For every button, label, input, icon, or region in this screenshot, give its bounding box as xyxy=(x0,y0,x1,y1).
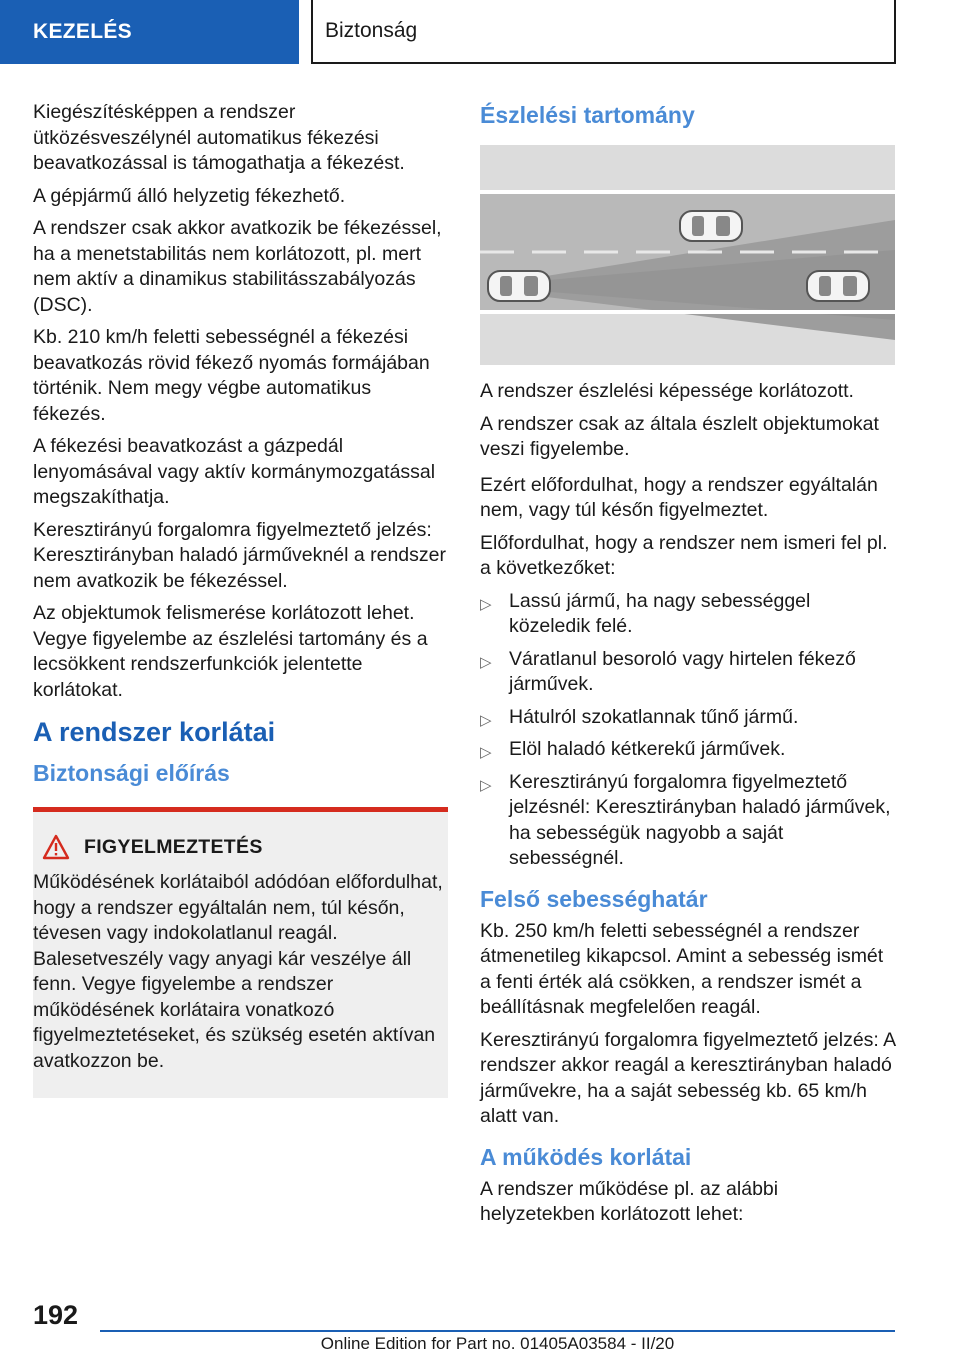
bullet-list xyxy=(480,589,896,872)
triangle-bullet-icon: ▷ xyxy=(480,595,492,613)
paragraph: Kb. 250 km/h feletti sebességnél a rendszer átmenetileg kikapcsol. Amint a sebesség ismét a fenti érték alá csökken, a rendszer ismét a beállításnak megfelelően reagál. xyxy=(480,919,884,1018)
list-item: ▷ Váratlanul besoroló vagy hirtelen fékező járművek. xyxy=(480,647,856,695)
warning-text: Működésének korlátaiból adódóan előfordulhat, hogy a rendszer egyáltalán nem, túl későn, tévesen vagy indokolatlanul reagál. Balesetveszély vagy anyagi kár veszélye áll fenn. Vegye figyelembe a rendszer működésének korlátaira vonatkozó figyelmeztetéseket, és szükség esetén aktívan avatkozzon be. xyxy=(33,871,443,1072)
section-heading-limits: A rendszer korlátai xyxy=(33,717,276,747)
left-column xyxy=(33,100,448,1098)
warning-title: FIGYELMEZTETÉS xyxy=(84,835,263,858)
right-column xyxy=(480,100,896,1235)
list-item: ▷ Lassú jármű, ha nagy sebességgel közeledik felé. xyxy=(480,589,811,637)
triangle-bullet-icon: ▷ xyxy=(480,744,492,761)
warning-box xyxy=(33,807,448,1098)
paragraph: A rendszer csak akkor avatkozik be fékezéssel, ha a menetstabilitás nem korlátozott, pl. mert nem aktív a dinamikus stabilitásszabályozás (DSC). xyxy=(33,217,442,316)
list-item: ▷ Keresztirányú forgalomra figyelmeztető jelzésnél: Keresztirányban haladó járművek, ha sebességük nagyobb a saját sebességnél. xyxy=(480,770,891,869)
edition-footer: Online Edition for Part no. 01405A03584 - II/20 xyxy=(320,1334,675,1353)
chapter-title: Biztonság xyxy=(311,0,896,64)
triangle-bullet-icon: ▷ xyxy=(480,653,492,671)
car-ahead-icon xyxy=(807,271,869,301)
paragraph: Keresztirányú forgalomra figyelmeztető jelzés: Keresztirányban haladó járműveknél a rendszer nem avatkozik be fékezéssel. xyxy=(33,518,446,592)
road-detection-illustration xyxy=(480,145,895,365)
paragraph: A rendszer működése pl. az alábbi helyzetekben korlátozott lehet: xyxy=(480,1177,779,1225)
paragraph: Ezért előfordulhat, hogy a rendszer egyáltalán nem, vagy túl későn figyelmeztet. xyxy=(480,473,878,521)
subheading-safety: Biztonsági előírás xyxy=(33,760,230,786)
car-front-icon xyxy=(680,211,742,241)
paragraph: Kb. 210 km/h feletti sebességnél a fékezési beavatkozás rövid fékező nyomás formájában történik. Nem megy végbe automatikus fékezés. xyxy=(33,326,430,425)
section-tab: KEZELÉS xyxy=(0,0,299,64)
footer-divider xyxy=(100,1330,895,1332)
subheading-function-limits: A működés korlátai xyxy=(480,1143,692,1170)
subheading-speed-limit: Felső sebességhatár xyxy=(480,885,708,912)
car-own-icon xyxy=(488,271,550,301)
list-item: ▷ Hátulról szokatlannak tűnő jármű. xyxy=(480,705,896,731)
paragraph: Előfordulhat, hogy a rendszer nem ismeri fel pl. a következőket: xyxy=(480,531,888,579)
list-item: ▷ Elöl haladó kétkerekű járművek. xyxy=(480,737,896,763)
page-number: 192 xyxy=(33,1300,79,1330)
paragraph: Az objektumok felismerése korlátozott lehet. Vegye figyelembe az észlelési tartomány és a lecsökkent rendszerfunkciók jelentette korlátokat. xyxy=(33,602,428,701)
paragraph: A rendszer észlelési képessége korlátozott. xyxy=(480,380,854,402)
warning-triangle-icon xyxy=(42,834,70,860)
paragraph: Kiegészítésképpen a rendszer ütközésveszélynél automatikus fékezési beavatkozással is támogathatja a fékezést. xyxy=(33,101,405,174)
triangle-bullet-icon: ▷ xyxy=(480,776,492,794)
triangle-bullet-icon: ▷ xyxy=(480,711,492,729)
paragraph: A gépjármű álló helyzetig fékezhető. xyxy=(33,184,346,207)
subheading-detection-range: Észlelési tartomány xyxy=(480,102,695,128)
paragraph: A rendszer csak az általa észlelt objektumokat veszi figyelembe. xyxy=(480,412,879,460)
detection-range-figure xyxy=(480,145,895,365)
paragraph: A fékezési beavatkozást a gázpedál lenyomásával vagy aktív kormánymozgatással megszakíthatja. xyxy=(33,435,436,508)
paragraph: Keresztirányú forgalomra figyelmeztető jelzés: A rendszer akkor reagál a keresztirányban haladó járművekre, ha a saját sebesség kb. 65 km/h alatt van. xyxy=(480,1028,896,1127)
